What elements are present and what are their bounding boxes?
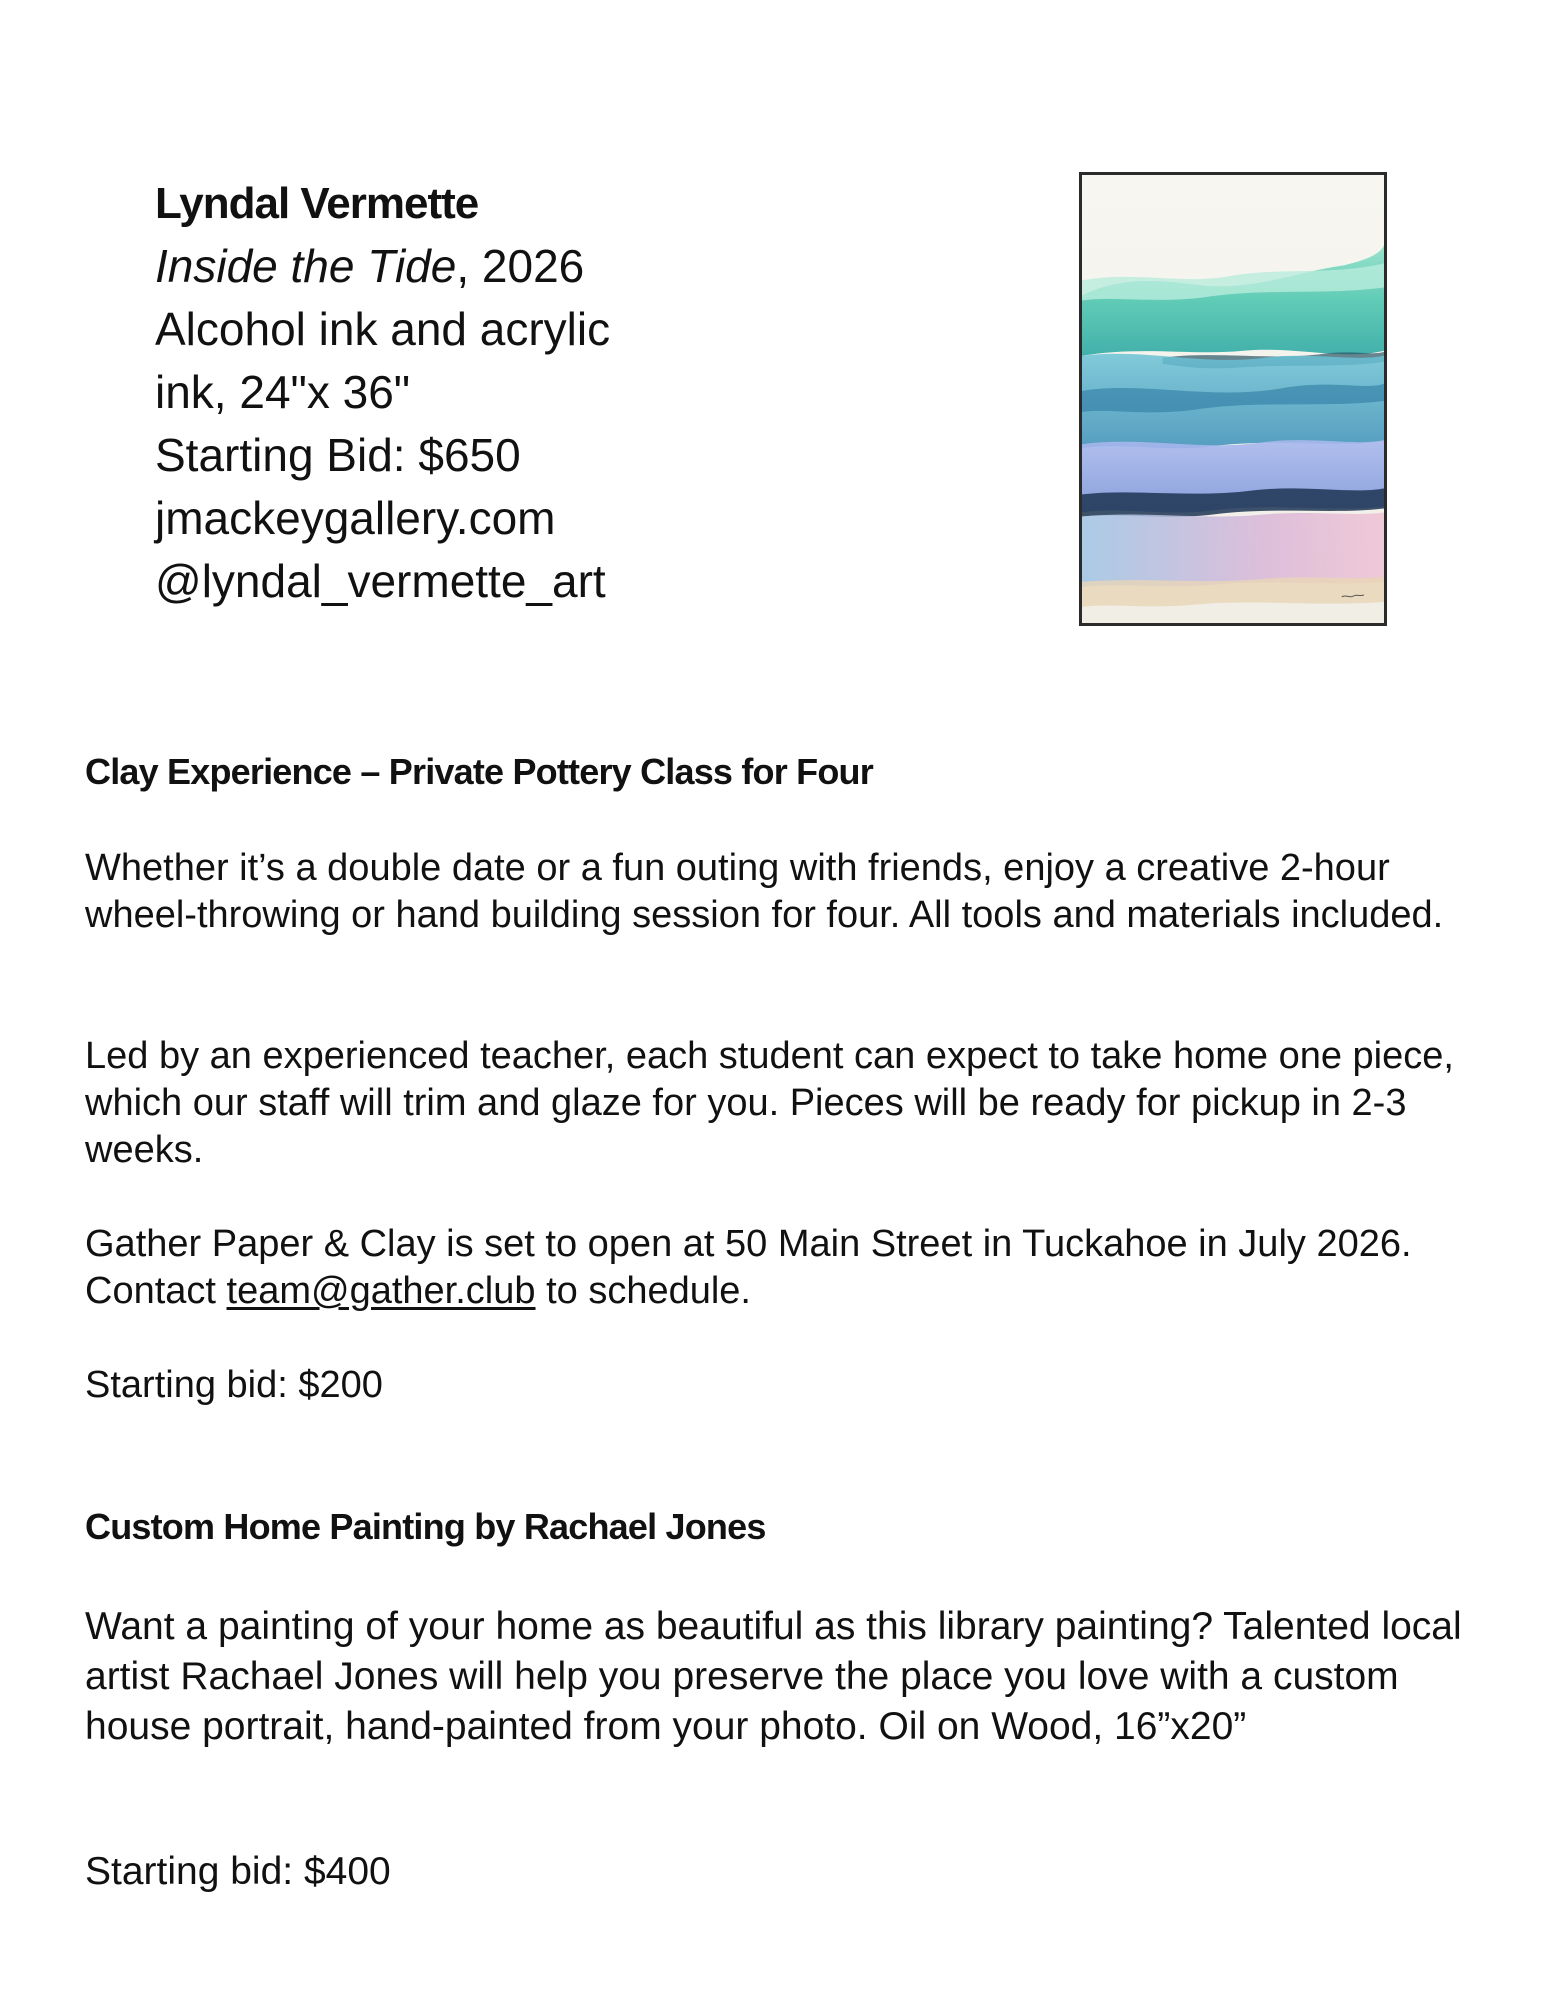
painting-starting-bid-wrap <box>85 1848 1465 1895</box>
painting-starting-bid: Starting bid: $400 <box>85 1850 391 1893</box>
artwork-starting-bid: Starting Bid: $650 <box>155 429 521 481</box>
painting-section-heading-wrap <box>85 1503 1465 1550</box>
clay-section-heading-wrap <box>85 748 1465 795</box>
artist-name: Lyndal Vermette <box>155 179 479 228</box>
clay-paragraph-3-wrap <box>85 1221 1465 1315</box>
clay-paragraph-1: Whether it’s a double date or a fun outing with friends, enjoy a creative 2-hour wheel-throwing or hand building session for four. All tools and materials included. <box>85 847 1444 936</box>
artist-social-handle: @lyndal_vermette_art <box>155 555 606 607</box>
clay-paragraph-1-wrap <box>85 845 1465 939</box>
painting-paragraph-1: Want a painting of your home as beautiful as this library painting? Talented local artist Rachael Jones will help you preserve the place you love with a custom house portrait, hand-painted from your photo. Oil on Wood, 16”x20” <box>85 1605 1462 1748</box>
contact-suffix: to schedule. <box>535 1270 751 1312</box>
clay-paragraph-3 <box>85 1221 1465 1315</box>
artwork-title-line <box>155 235 855 298</box>
gallery-website: jmackeygallery.com <box>155 492 556 544</box>
clay-starting-bid-wrap <box>85 1362 1465 1409</box>
clay-section-heading: Clay Experience – Private Pottery Class for Four <box>85 751 873 792</box>
artwork-painting-graphic <box>1082 175 1384 623</box>
clay-paragraph-2-wrap <box>85 1033 1465 1174</box>
artwork-image <box>1079 172 1387 626</box>
artist-listing <box>155 172 855 613</box>
artwork-year: , 2026 <box>456 240 585 292</box>
contact-prefix: Contact <box>85 1270 227 1312</box>
contact-email-link[interactable]: team@gather.club <box>226 1270 536 1312</box>
artwork-title: Inside the Tide <box>155 240 457 292</box>
artwork-medium-line1: Alcohol ink and acrylic <box>155 303 611 355</box>
clay-starting-bid: Starting bid: $200 <box>85 1364 383 1406</box>
clay-paragraph-2: Led by an experienced teacher, each student can expect to take home one piece, which our staff will trim and glaze for you. Pieces will be ready for pickup in 2-3 weeks. <box>85 1035 1454 1171</box>
painting-section-heading: Custom Home Painting by Rachael Jones <box>85 1506 766 1547</box>
clay-opening-info: Gather Paper & Clay is set to open at 50 Main Street in Tuckahoe in July 2026. <box>85 1223 1412 1265</box>
artwork-medium-line2: ink, 24"x 36" <box>155 366 411 418</box>
painting-paragraph-1-wrap <box>85 1602 1465 1752</box>
